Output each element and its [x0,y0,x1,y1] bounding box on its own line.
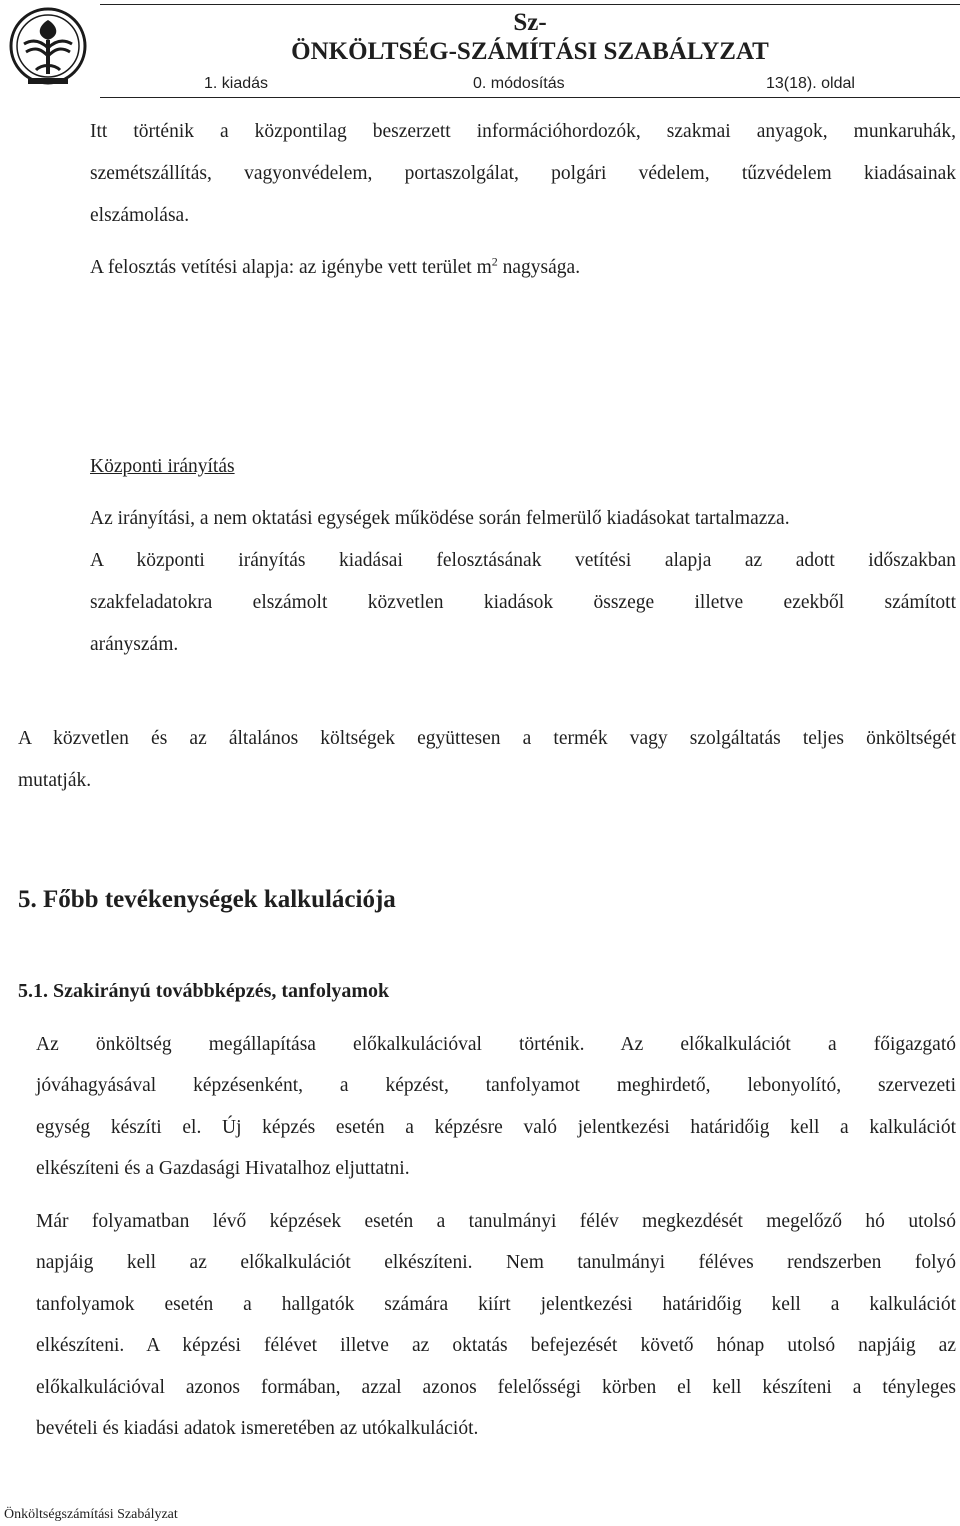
total-costs-line-1: A közvetlen és az általános költségek együttesen a termék vagy szolgáltatás teljes önköltségét [18,728,956,749]
intro-line-3: elszámolása. [90,205,190,226]
edition-label: 1. kiadás [204,75,269,92]
allocation-basis-sup: 2 [491,254,498,269]
footer-text: Önköltségszámítási Szabályzat [4,1507,178,1522]
university-crest-icon [8,6,88,90]
central-line-3: szakfeladatokra elszámolt közvetlen kiadások összege illetve ezekből számított [90,592,956,613]
allocation-basis-end: nagysága. [497,257,581,278]
para2-line-4: elkészíteni. A képzési félévet illetve az oktatás befejezését követő hónap utolsó napjáig az [36,1335,956,1356]
allocation-basis [90,254,581,279]
intro-line-2: szemétszállítás, vagyonvédelem, portaszolgálat, polgári védelem, tűzvédelem kiadásainak [90,163,956,184]
section-heading: 5. Főbb tevékenységek kalkulációja [18,886,396,913]
central-line-1: Az irányítási, a nem oktatási egységek működése során felmerülő kiadásokat tartalmazza. [90,508,790,529]
document-title-prefix: Sz- [513,9,547,36]
intro-line-1: Itt történik a központilag beszerzett információhordozók, szakmai anyagok, munkaruhák, [90,121,956,142]
para2-line-5: előkalkulációval azonos formában, azzal azonos felelősségi körben el kell készíteni a tényleges [36,1377,956,1398]
header-top-rule [100,4,960,5]
para2-line-2: napjáig kell az előkalkulációt elkészíteni. Nem tanulmányi féléves rendszerben folyó [36,1252,956,1273]
para2-line-3: tanfolyamok esetén a hallgatók számára kiírt jelentkezési határidőig kell a kalkulációt [36,1294,956,1315]
para1-line-2: jóváhagyásával képzésenként, a képzést, tanfolyamot meghirdető, lebonyolító, szervezeti [36,1075,956,1096]
document-title: ÖNKÖLTSÉG-SZÁMÍTÁSI SZABÁLYZAT [291,38,769,65]
para1-line-3: egység készíti el. Új képzés esetén a képzésre való jelentkezési határidőig kell a kalkulációt [36,1117,956,1138]
total-costs-line-2: mutatják. [18,770,92,791]
subsection-heading: 5.1. Szakirányú továbbképzés, tanfolyamok [18,980,390,1002]
allocation-basis-text: A felosztás vetítési alapja: az igénybe vett terület m [90,257,492,278]
para1-line-1: Az önköltség megállapítása előkalkulációval történik. Az előkalkulációt a főigazgató [36,1034,956,1055]
central-management-heading: Központi irányítás [90,456,235,477]
header-bottom-rule [100,97,960,98]
para1-line-4: elkészíteni és a Gazdasági Hivatalhoz eljuttatni. [36,1158,410,1179]
page-number: 13(18). oldal [766,75,855,92]
para2-line-1: Már folyamatban lévő képzések esetén a tanulmányi félév megkezdését megelőző hó utolsó [36,1211,956,1232]
modification-label: 0. módosítás [473,75,565,92]
central-line-4: arányszám. [90,634,179,655]
para2-line-6: bevételi és kiadási adatok ismeretében az utókalkulációt. [36,1418,479,1439]
central-line-2: A központi irányítás kiadásai felosztásának vetítési alapja az adott időszakban [90,550,956,571]
